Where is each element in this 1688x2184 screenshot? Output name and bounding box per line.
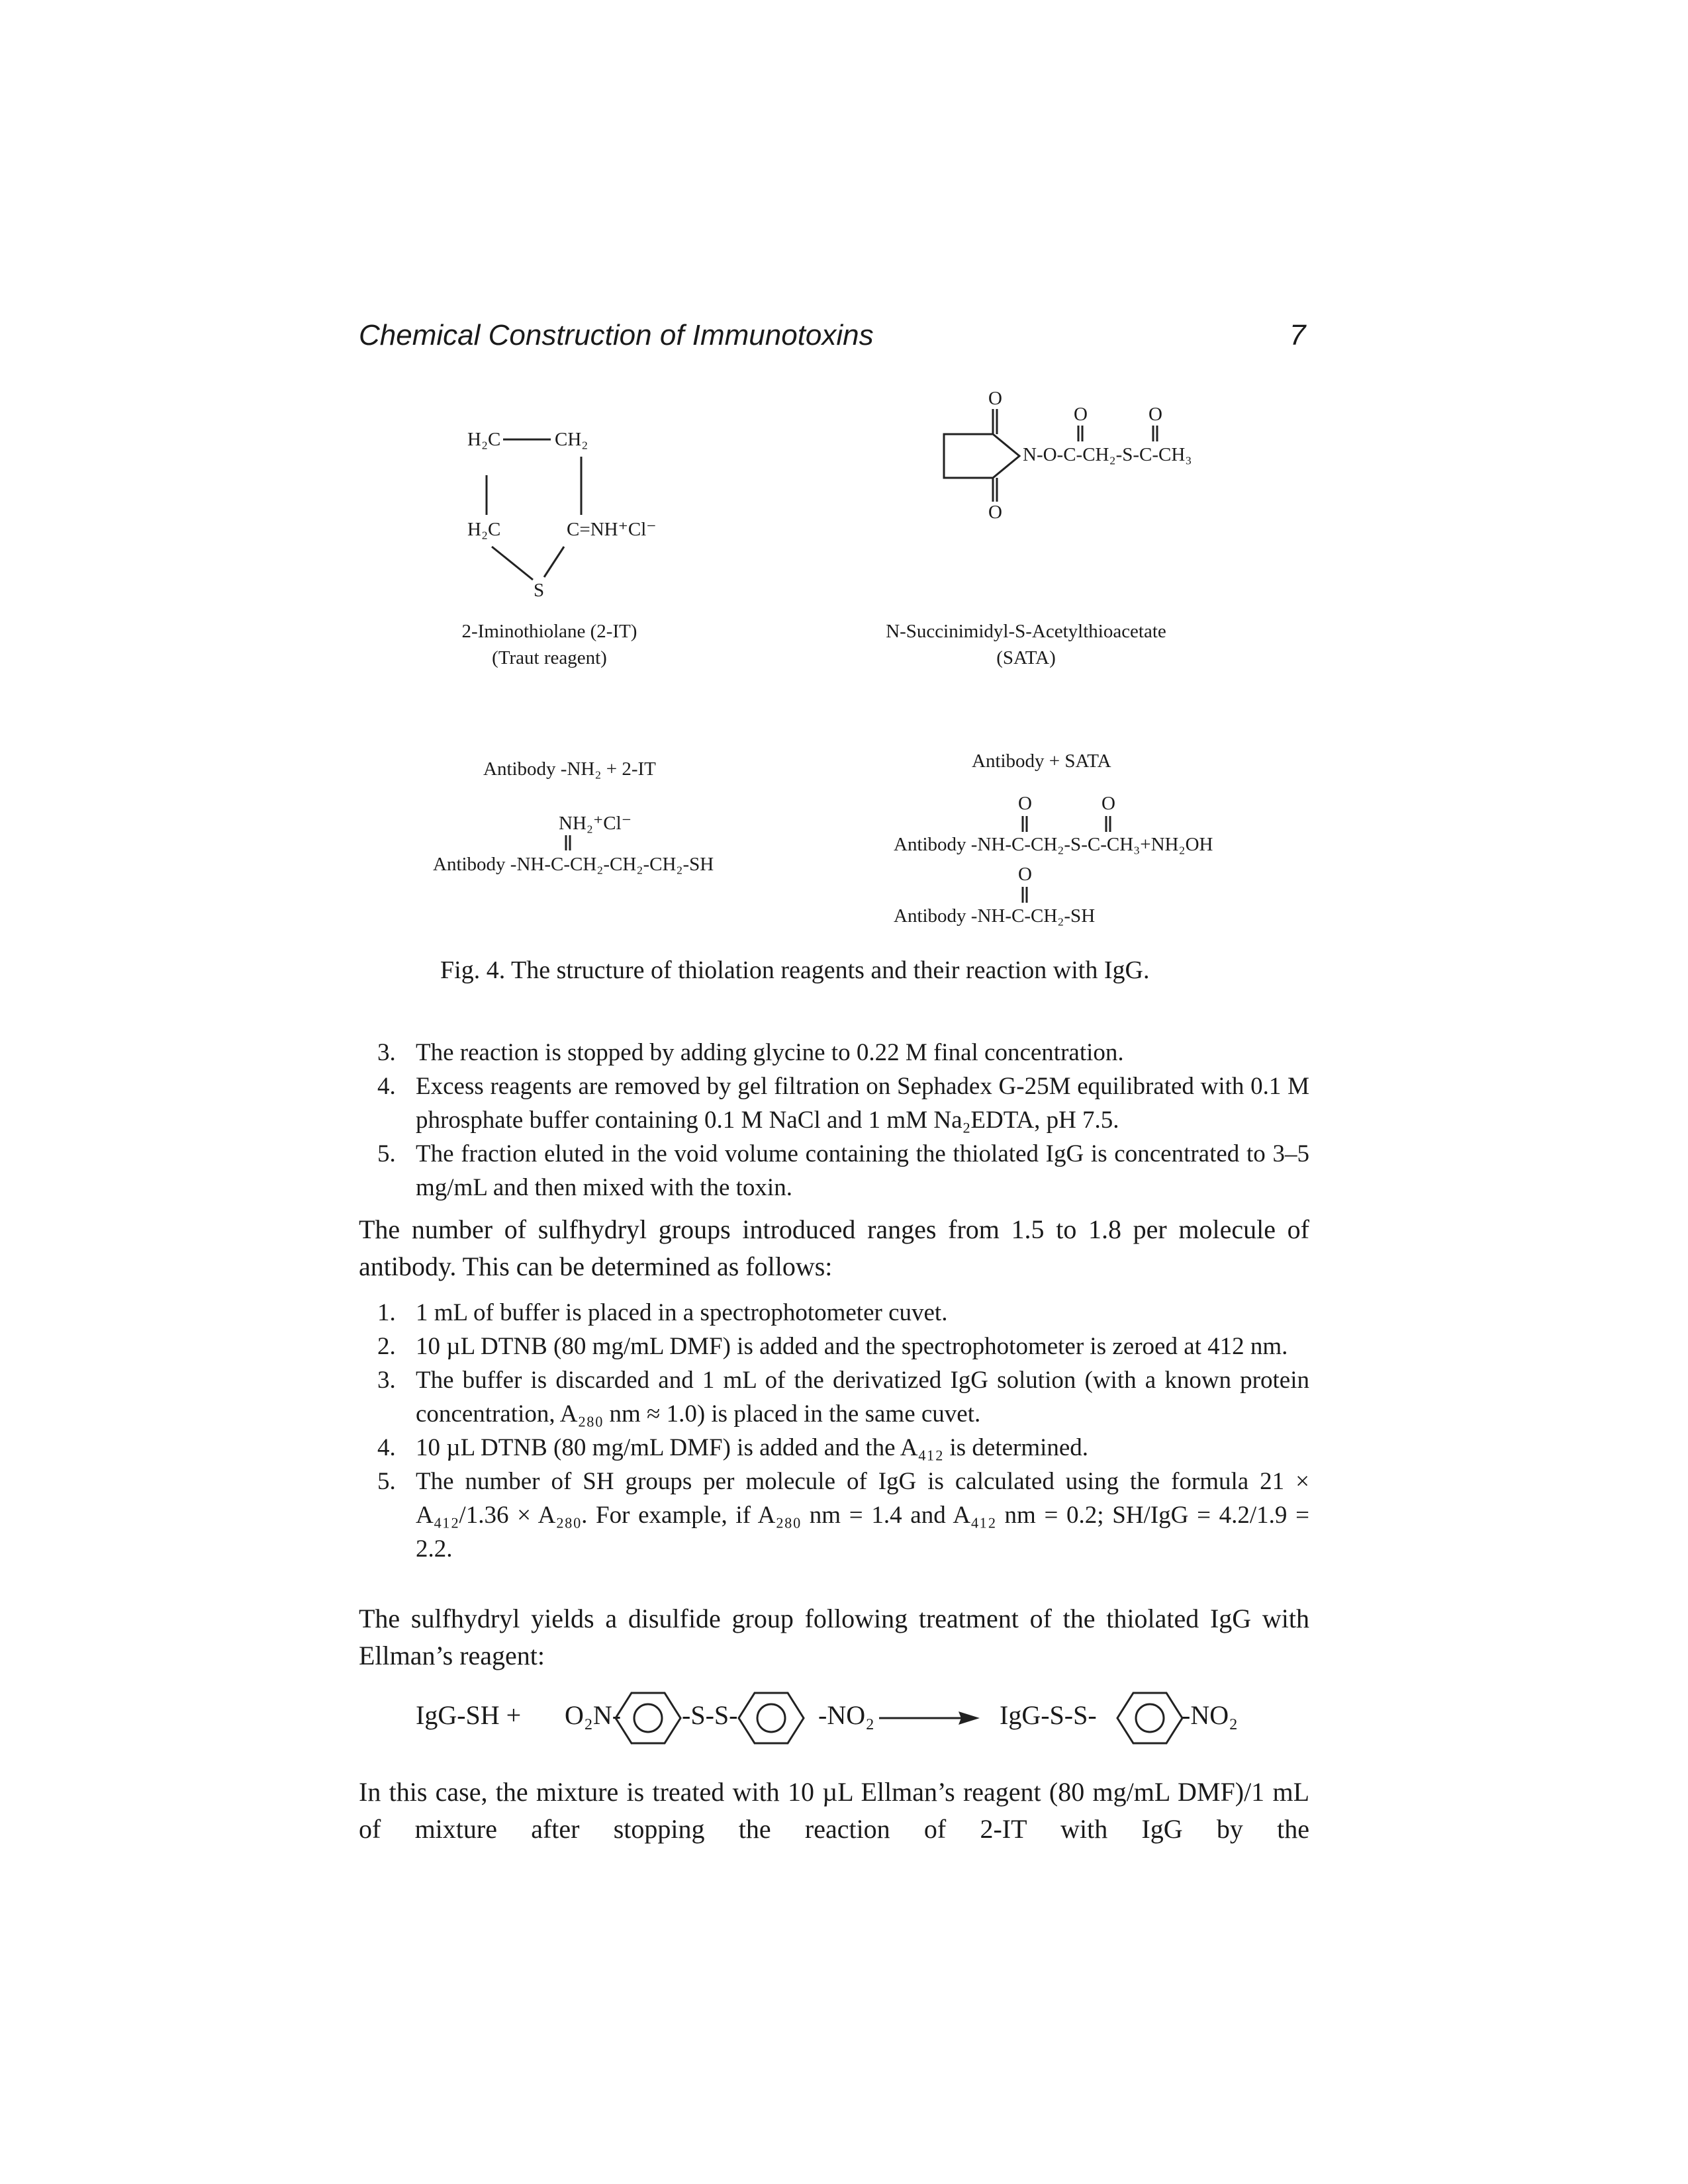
sata-o1: O [1074, 404, 1088, 425]
sata-o2: O [1149, 404, 1162, 425]
it-c1: H₂C [467, 429, 501, 450]
list-item: 2. 10 µL DTNB (80 mg/mL DMF) is added and the spectrophotometer is zeroed at 412 nm. [377, 1333, 1288, 1360]
ellman-product-no2: -NO₂ [1182, 1700, 1239, 1730]
rxn-it-reactants: Antibody -NH₂ + 2-IT [483, 758, 656, 780]
ellman-o2n: O₂N- [565, 1700, 622, 1730]
list-item: 1. 1 mL of buffer is placed in a spectrophotometer cuvet. [377, 1299, 948, 1326]
figure-caption: Fig. 4. The structure of thiolation reagents and their reaction with IgG. [440, 956, 1150, 984]
sata-alias: (SATA) [996, 647, 1056, 668]
rxn-sata-product: Antibody -NH-C-CH₂-SH [894, 905, 1096, 927]
benzene-ring-3 [1117, 1693, 1182, 1743]
list-item: 5. The number of SH groups per molecule of IgG is calculated using the formula 21 × A₄₁₂/1.36 × A₂₈₀. For example, if A₂₈₀ nm = 1.4 and A₄₁₂ nm = 0.2; SH/IgG = 4.2/1.9 = 2.2. [377, 1468, 1309, 1563]
it-alias: (Traut reagent) [492, 647, 607, 668]
sata-name: N-Succinimidyl-S-Acetylthioacetate [886, 621, 1166, 642]
sata-o-top: O [988, 388, 1002, 409]
running-header-title: Chemical Construction of Immunotoxins [359, 319, 874, 351]
it-c4: C=NH⁺Cl⁻ [567, 519, 657, 540]
it-name: 2-Iminothiolane (2-IT) [461, 621, 637, 642]
rxn-sata-intermediate: Antibody -NH-C-CH₂-S-C-CH₃+NH₂OH [894, 834, 1213, 855]
reaction-arrow-head [959, 1711, 980, 1725]
paragraph-ellman-treatment: In this case, the mixture is treated with 10 µL Ellman’s reagent (80 mg/mL DMF)/1 mL of mixture after stopping the reaction of 2-IT with IgG by the [359, 1777, 1309, 1844]
list-item: 5. The fraction eluted in the void volume containing the thiolated IgG is concentrated to 3–5 mg/mL and then mixed with the toxin. [377, 1140, 1309, 1201]
ellman-product-prefix: IgG-S-S- [1000, 1700, 1097, 1730]
rxn-sata-o2: O [1102, 793, 1115, 814]
ellman-igg-sh: IgG-SH + [416, 1700, 522, 1730]
it-c3: H₂C [467, 519, 501, 540]
benzene-ring-2 [739, 1693, 804, 1743]
paragraph-ellman-intro: The sulfhydryl yields a disulfide group following treatment of the thiolated IgG with Ellman’s reagent: [359, 1604, 1309, 1670]
paragraph-sulfhydryl-count: The number of sulfhydryl groups introduced ranges from 1.5 to 1.8 per molecule of antibody. This can be determined as follows: [359, 1214, 1309, 1281]
page-number: 7 [1289, 319, 1306, 351]
benzene-ring-1 [616, 1693, 680, 1743]
it-s: S [534, 580, 545, 601]
sata-o-bottom: O [988, 502, 1002, 523]
rxn-sata-o3: O [1018, 864, 1032, 885]
ellman-no2: -NO₂ [818, 1700, 875, 1730]
rxn-sata-o1: O [1018, 793, 1032, 814]
rxn-it-product: Antibody -NH-C-CH₂-CH₂-CH₂-SH [433, 854, 714, 875]
list-item: 4. Excess reagents are removed by gel filtration on Sephadex G-25M equilibrated with 0.1 M phrosphate buffer containing 0.1 M NaCl and 1 mM Na₂EDTA, pH 7.5. [377, 1073, 1309, 1134]
sata-chain: N-O-C-CH₂-S-C-CH₃ [1023, 444, 1192, 465]
list-item: 3. The reaction is stopped by adding glycine to 0.22 M final concentration. [377, 1039, 1124, 1066]
rxn-sata-reactants: Antibody + SATA [972, 751, 1111, 772]
it-c2: CH₂ [555, 429, 588, 450]
list-item: 3. The buffer is discarded and 1 mL of the derivatized IgG solution (with a known protein concentration, A₂₈₀ nm ≈ 1.0) is placed in the same cuvet. [377, 1367, 1309, 1428]
ellman-ss: -S-S- [682, 1700, 738, 1730]
list-item: 4. 10 µL DTNB (80 mg/mL DMF) is added and the A₄₁₂ is determined. [377, 1434, 1089, 1461]
rxn-it-nh2cl: NH₂⁺Cl⁻ [559, 813, 632, 834]
